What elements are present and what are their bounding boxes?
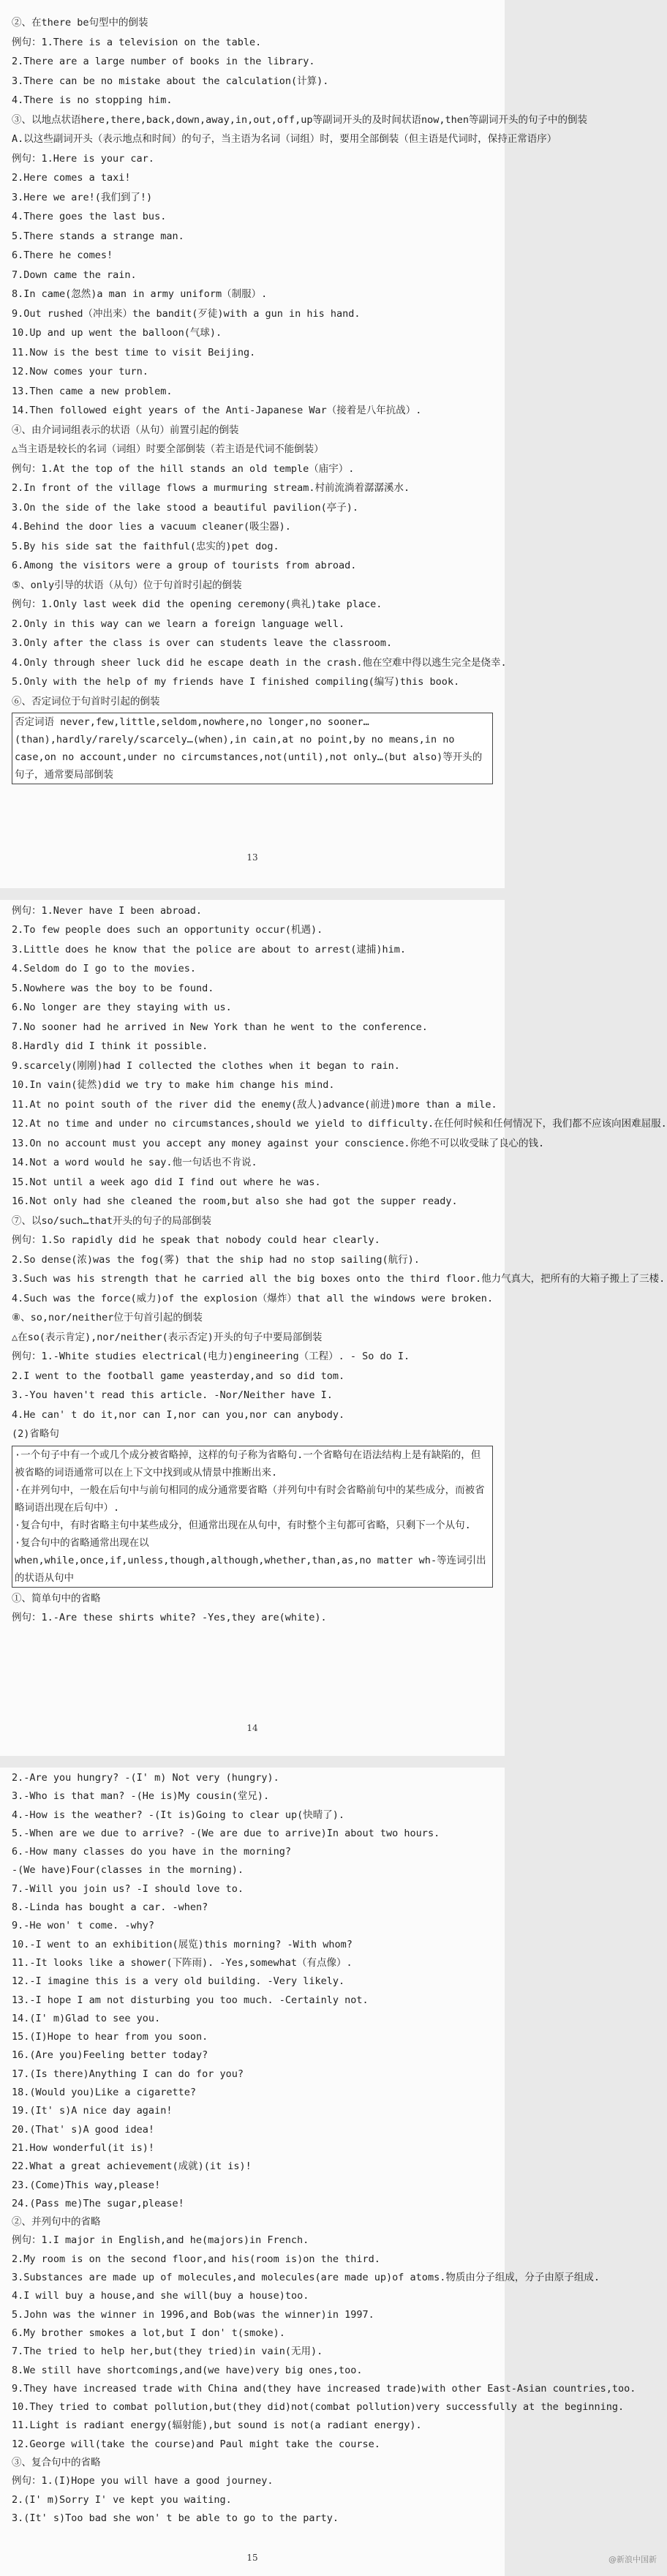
text-line: 23.(Come)This way,please! <box>12 2179 161 2191</box>
text-line: ⑤、only引导的状语（从句）位于句首时引起的倒装 <box>12 579 242 591</box>
text-line: A.以这些副词开头（表示地点和时间）的句子，当主语为名词（词组）时，要用全部倒装（但主语是代词时，保持正常语序） <box>12 133 557 145</box>
text-line: ⑦、以so/such…that开头的句子的局部倒装 <box>12 1214 212 1227</box>
text-line: 例句：1.-Are these shirts white? -Yes,they are(white). <box>12 1612 327 1623</box>
note-text: ·复合句中，有时省略主句中某些成分，但通常出现在从句中，有时整个主句都可省略，只剩下一个从句. <box>15 1519 471 1531</box>
text-line: 19.(It' s)A nice day again! <box>12 2105 173 2117</box>
text-line: 9.Out rushed（冲出来）the bandit(歹徒)with a gun in his hand. <box>12 307 361 320</box>
note-text: ·在并列句中，一般在后句中与前句相同的成分通常要省略（并列句中有时会省略前句中的某些成分，而被省略词语出现在后句中）. <box>15 1484 485 1514</box>
text-line: 7.Down came the rain. <box>12 269 137 281</box>
text-line: ②、并列句中的省略 <box>12 2216 101 2228</box>
text-line: 8.-Linda has bought a car. -when? <box>12 1901 208 1914</box>
text-line: 2.There are a large number of books in the library. <box>12 56 315 67</box>
text-line: 3.On the side of the lake stood a beautiful pavilion(亭子). <box>12 501 359 514</box>
text-line: 6.No longer are they staying with us. <box>12 1002 232 1013</box>
text-line: 3.Here we are!(我们到了!) <box>12 191 153 203</box>
page-14-content <box>12 901 667 1628</box>
text-line: ④、由介词词组表示的状语（从句）前置引起的倒装 <box>12 424 239 436</box>
text-line: 8.In came(忽然)a man in army uniform（制服）. <box>12 288 268 300</box>
text-line: 5.-When are we due to arrive? -(We are due to arrive)In about two hours. <box>12 1827 440 1839</box>
text-line: 例句：1.Never have I been abroad. <box>12 904 202 917</box>
text-line: 4.Seldom do I go to the movies. <box>12 963 196 975</box>
text-line: 例句：1.Only last week did the opening ceremony(典礼)take place. <box>12 598 383 610</box>
text-line: 9.They have increased trade with China and(they have increased trade)with other East-Asian countries,too. <box>12 2382 636 2395</box>
page-number: 15 <box>246 2553 258 2563</box>
text-line: 18.(Would you)Like a cigarette? <box>12 2087 196 2099</box>
text-line: 7.No sooner had he arrived in New York than he went to the conference. <box>12 1021 428 1033</box>
text-line: 例句：1.-White studies electrical(电力)engineering（工程）. - So do I. <box>12 1351 410 1362</box>
text-line: 10.In vain(徒然)did we try to make him change his mind. <box>12 1079 335 1091</box>
text-line: 4.Such was the force(威力)of the explosion（爆炸）that all the windows were broken. <box>12 1292 494 1304</box>
text-line: 8.We still have shortcomings,and(we have)very big ones,too. <box>12 2364 363 2376</box>
text-line: 13.On no account must you accept any money against your conscience.你绝不可以收受昧了良心的钱. <box>12 1137 545 1149</box>
text-line: 5.Nowhere was the boy to be found. <box>12 982 214 994</box>
page-number: 14 <box>246 1723 258 1733</box>
text-line: 4.Behind the door lies a vacuum cleaner(吸尘器). <box>12 521 291 533</box>
watermark: @新浪中国新 <box>608 2555 657 2564</box>
text-line: 12.Now comes your turn. <box>12 366 148 378</box>
text-line: 24.(Pass me)The sugar,please! <box>12 2197 184 2209</box>
text-line: 6.Among the visitors were a group of tourists from abroad. <box>12 560 357 571</box>
text-line: △在so(表示肯定),nor/neither(表示否定)开头的句子中要局部倒装 <box>12 1331 323 1343</box>
text-line: 9.-He won' t come. -why? <box>12 1920 155 1932</box>
text-line: 4.I will buy a house,and she will(buy a house)too. <box>12 2290 309 2302</box>
text-line: 10.-I went to an exhibition(展览)this morning? -With whom? <box>12 1938 353 1950</box>
text-line: ①、简单句中的省略 <box>12 1592 101 1604</box>
note-box <box>12 1446 493 1588</box>
text-line: 例句：1.At the top of the hill stands an old temple（庙宇）. <box>12 462 355 475</box>
text-line: ③、以地点状语here,there,back,down,away,in,out,off,up等副词开头的及时间状语now,then等副词开头的句子中的倒装 <box>12 113 588 126</box>
text-line: 2.My room is on the second floor,and his(room is)on the third. <box>12 2253 380 2265</box>
text-line: 2.To few people does such an opportunity occur(机遇). <box>12 924 323 936</box>
text-line: 16.Not only had she cleaned the room,but also she had got the supper ready. <box>12 1195 458 1207</box>
text-line: 2.-Are you hungry? -(I' m) Not very (hungry). <box>12 1772 279 1784</box>
text-line: 5.Only with the help of my friends have I finished compiling(编写)this book. <box>12 676 460 688</box>
text-line: ⑥、否定词位于句首时引起的倒装 <box>12 695 160 707</box>
text-line: 10.They tried to combat pollution,but(they did)not(combat pollution)very successfully at the beginning. <box>12 2401 625 2414</box>
text-line: 11.-It looks like a shower(下阵雨). -Yes,somewhat（有点像）. <box>12 1956 353 1969</box>
text-line: ⑧、so,nor/neither位于句首引起的倒装 <box>12 1312 203 1323</box>
text-line: 5.There stands a strange man. <box>12 230 184 242</box>
text-line: 2.I went to the football game yeasterday,and so did tom. <box>12 1370 345 1382</box>
page-15-content <box>12 1769 636 2528</box>
text-line: 2.So dense(浓)was the fog(雾) that the ship had no stop sailing(航行). <box>12 1253 420 1266</box>
text-line: 11.Now is the best time to visit Beijing. <box>12 346 256 358</box>
text-line: 3.-You haven't read this article. -Nor/Neither have I. <box>12 1389 333 1401</box>
text-line: 17.(Is there)Anything I can do for you? <box>12 2068 244 2080</box>
text-line: 11.Light is radiant energy(辐射能),but sound is not(a radiant energy). <box>12 2419 422 2432</box>
text-line: 13.Then came a new problem. <box>12 385 173 397</box>
text-line: △当主语是较长的名词（词组）时要全部倒装（若主语是代词不能倒装） <box>12 443 324 455</box>
document-page-13 <box>0 0 588 888</box>
text-line: 4.Only through sheer luck did he escape death in the crash.他在空难中得以逃生完全是侥幸. <box>12 656 507 669</box>
text-line: 22.What a great achievement(成就)(it is)! <box>12 2160 252 2173</box>
text-line: ③、复合句中的省略 <box>12 2456 101 2468</box>
text-line: 12.George will(take the course)and Paul might take the course. <box>12 2438 380 2450</box>
text-line: 例句：1.(I)Hope you will have a good journey. <box>12 2475 274 2487</box>
text-line: 3.-Who is that man? -(He is)My cousin(堂兄). <box>12 1790 270 1803</box>
page-number: 13 <box>246 852 258 863</box>
text-line: 3.Little does he know that the police are about to arrest(逮捕)him. <box>12 943 407 955</box>
text-line: 12.At no time and under no circumstances,should we yield to difficulty.在任何时候和任何情况下，我们都不应该向困难屈服. <box>12 1118 667 1130</box>
note-box <box>12 713 493 784</box>
text-line: 15.(I)Hope to hear from you soon. <box>12 2031 208 2043</box>
text-line: 例句：1.So rapidly did he speak that nobody could hear clearly. <box>12 1234 380 1246</box>
text-line: 10.Up and up went the balloon(气球). <box>12 327 222 339</box>
note-text: ·一个句子中有一个或几个成分被省略掉，这样的句子称为省略句.一个省略句在语法结构上是有缺陷的，但被省略的词语通常可以在上下文中找到或从情景中推断出来. <box>15 1449 481 1479</box>
text-line: 4.He can' t do it,nor can I,nor can you,nor can anybody. <box>12 1408 345 1421</box>
text-line: 5.John was the winner in 1996,and Bob(was the winner)in 1997. <box>12 2308 374 2321</box>
text-line: 5.By his side sat the faithful(忠实的)pet dog. <box>12 540 279 552</box>
text-line: 21.How wonderful(it is)! <box>12 2141 155 2154</box>
document-page-14 <box>0 900 667 1756</box>
text-line: 3.Substances are made up of molecules,and molecules(are made up)of atoms.物质由分子组成，分子由原子组成. <box>12 2272 600 2284</box>
text-line: 7.-Will you join us? -I should love to. <box>12 1882 244 1895</box>
text-line: 8.Hardly did I think it possible. <box>12 1040 208 1052</box>
text-line: 3.(It' s)Too bad she won' t be able to go to the party. <box>12 2512 339 2524</box>
text-line: 3.There can be no mistake about the calculation(计算). <box>12 75 329 87</box>
text-line: -(We have)Four(classes in the morning). <box>12 1864 244 1877</box>
text-line: 例句：1.Here is your car. <box>12 152 154 165</box>
text-line: 例句：1.I major in English,and he(majors)in French. <box>12 2234 309 2247</box>
note-text: 否定词语 never,few,little,seldom,nowhere,no longer,no sooner…(than),hardly/rarely/scarcely…(when),in cain,at no point,by no means,in no case,on no account,under no circumstances,not(until),not only…(but also)等开头的句子，通常要局部倒装 <box>15 716 483 781</box>
text-line: 15.Not until a week ago did I find out where he was. <box>12 1176 321 1188</box>
note-text: ·复合句中的省略通常出现在以 when,while,once,if,unless,though,although,whether,than,as,no matter wh-等连词引出的状语从句中 <box>15 1536 486 1584</box>
text-line: 6.There he comes! <box>12 249 113 261</box>
text-line: 11.At no point south of the river did the enemy(敌人)advance(前进)more than a mile. <box>12 1098 497 1111</box>
text-line: 例句：1.There is a television on the table. <box>12 36 262 48</box>
text-line: 14.Not a word would he say.他一句话也不肯说. <box>12 1157 257 1168</box>
text-line: 12.-I imagine this is a very old building. -Very likely. <box>12 1975 345 1988</box>
text-line: 20.(That' s)A good idea! <box>12 2123 155 2136</box>
text-line: 16.(Are you)Feeling better today? <box>12 2049 208 2062</box>
text-line: 2.Only in this way can we learn a foreign language well. <box>12 617 345 630</box>
text-line: 6.-How many classes do you have in the morning? <box>12 1846 292 1858</box>
text-line: 9.scarcely(刚刚)had I collected the clothes when it began to rain. <box>12 1059 400 1072</box>
text-line: ②、在there be句型中的倒装 <box>12 17 148 29</box>
text-line: 6.My brother smokes a lot,but I don' t(smoke). <box>12 2327 285 2339</box>
text-line: 3.Only after the class is over can students leave the classroom. <box>12 637 393 649</box>
text-line: 14.Then followed eight years of the Anti-Japanese War（接着是八年抗战）. <box>12 405 422 416</box>
text-line: 4.There goes the last bus. <box>12 211 167 222</box>
text-line: 14.(I' m)Glad to see you. <box>12 2012 161 2024</box>
text-line: 13.-I hope I am not disturbing you too much. -Certainly not. <box>12 1994 369 2006</box>
text-line: 2.In front of the village flows a murmuring stream.村前流淌着潺潺溪水. <box>12 482 410 494</box>
text-line: 3.Such was his strength that he carried all the big boxes onto the third floor.他力气真大，把所有的大箱子搬上了三楼. <box>12 1273 666 1285</box>
text-line: 7.The tried to help her,but(they tried)in vain(无用). <box>12 2346 323 2358</box>
text-line: 4.There is no stopping him. <box>12 94 173 106</box>
text-line: (2)省略句 <box>12 1428 59 1440</box>
text-line: 2.(I' m)Sorry I' ve kept you waiting. <box>12 2493 232 2506</box>
page-13-content <box>12 13 588 786</box>
text-line: 4.-How is the weather? -(It is)Going to clear up(快晴了). <box>12 1809 345 1821</box>
text-line: 2.Here comes a taxi! <box>12 172 131 184</box>
